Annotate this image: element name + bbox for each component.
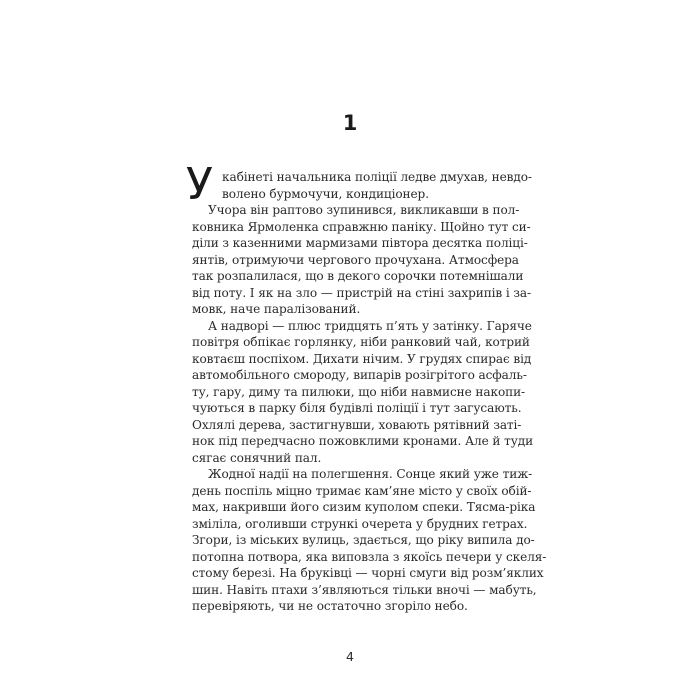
text-line: нок під передчасно пожовклими кронами. Але й туди (192, 434, 534, 448)
text-line: шин. Навіть птахи з’являються тільки вночі — мабуть, (192, 582, 537, 597)
chapter-text (186, 159, 547, 615)
text-line: Охлялі дерева, застигнувши, ховають рятівний заті- (192, 417, 522, 432)
drop-cap: У (186, 159, 213, 210)
text-line: стому березі. На бруківці — чорні смуги від розм’яклих (192, 566, 544, 580)
text-line: перевіряють, чи не остаточно згоріло небо. (192, 599, 468, 613)
text-line: так розпалилася, що в декого сорочки потемнішали (192, 269, 524, 283)
text-line: день поспіль міцно тримає кам’яне місто у своїх обій- (192, 483, 532, 498)
text-line: Згори, із міських вулиць, здається, що ріку випила до- (192, 533, 535, 547)
text-line: кабінеті начальника поліції ледве дмухав, невдо- (222, 170, 532, 184)
paragraph (192, 466, 547, 615)
text-line: чуються в парку біля будівлі поліції і тут загусають. (192, 401, 522, 415)
text-line: зміліла, оголивши стрункі очерета у брудних гетрах. (192, 516, 528, 531)
paragraph (192, 318, 534, 467)
text-line: повітря обпікає горлянку, ніби ранковий чай, котрий (192, 335, 530, 349)
text-line: діли з казенними мармизами півтора десятка поліці- (192, 236, 528, 250)
text-line: ковника Ярмоленка справжню паніку. Щойно тут си- (192, 219, 531, 234)
chapter-number: 1 (342, 111, 358, 135)
paragraph (192, 202, 531, 318)
text-line: Жодної надії на полегшення. Сонце який уже тиж- (208, 467, 533, 481)
text-line: Учора він раптово зупинився, викликавши в пол- (208, 203, 520, 217)
text-line: ту, гару, диму та пилюки, що ніби навмисне накопи- (192, 384, 526, 399)
text-line: янтів, отримуючи чергового прочухана. Атмосфера (192, 252, 519, 267)
text-line: автомобільного смороду, випарів розігрітого асфаль- (192, 368, 527, 382)
text-line: мовк, наче паралізований. (192, 302, 361, 316)
text-line: сягає сонячний пал. (192, 450, 322, 465)
page-number: 4 (346, 649, 354, 664)
text-line: А надворі — плюс тридцять п’ять у затінку. Гаряче (208, 318, 532, 333)
text-line: потопна потвора, яка виповзла з якоїсь печери у скеля- (192, 549, 547, 564)
text-line: від поту. І як на зло — пристрій на стіні захрипів і за- (192, 285, 531, 300)
text-line: ковтаєш поспіхом. Дихати нічим. У грудях спирає від (192, 351, 532, 366)
text-line: мах, накривши його сизим куполом спеки. Тясма-ріка (192, 500, 536, 514)
text-line: волено бурмочучи, кондиціонер. (222, 186, 429, 201)
